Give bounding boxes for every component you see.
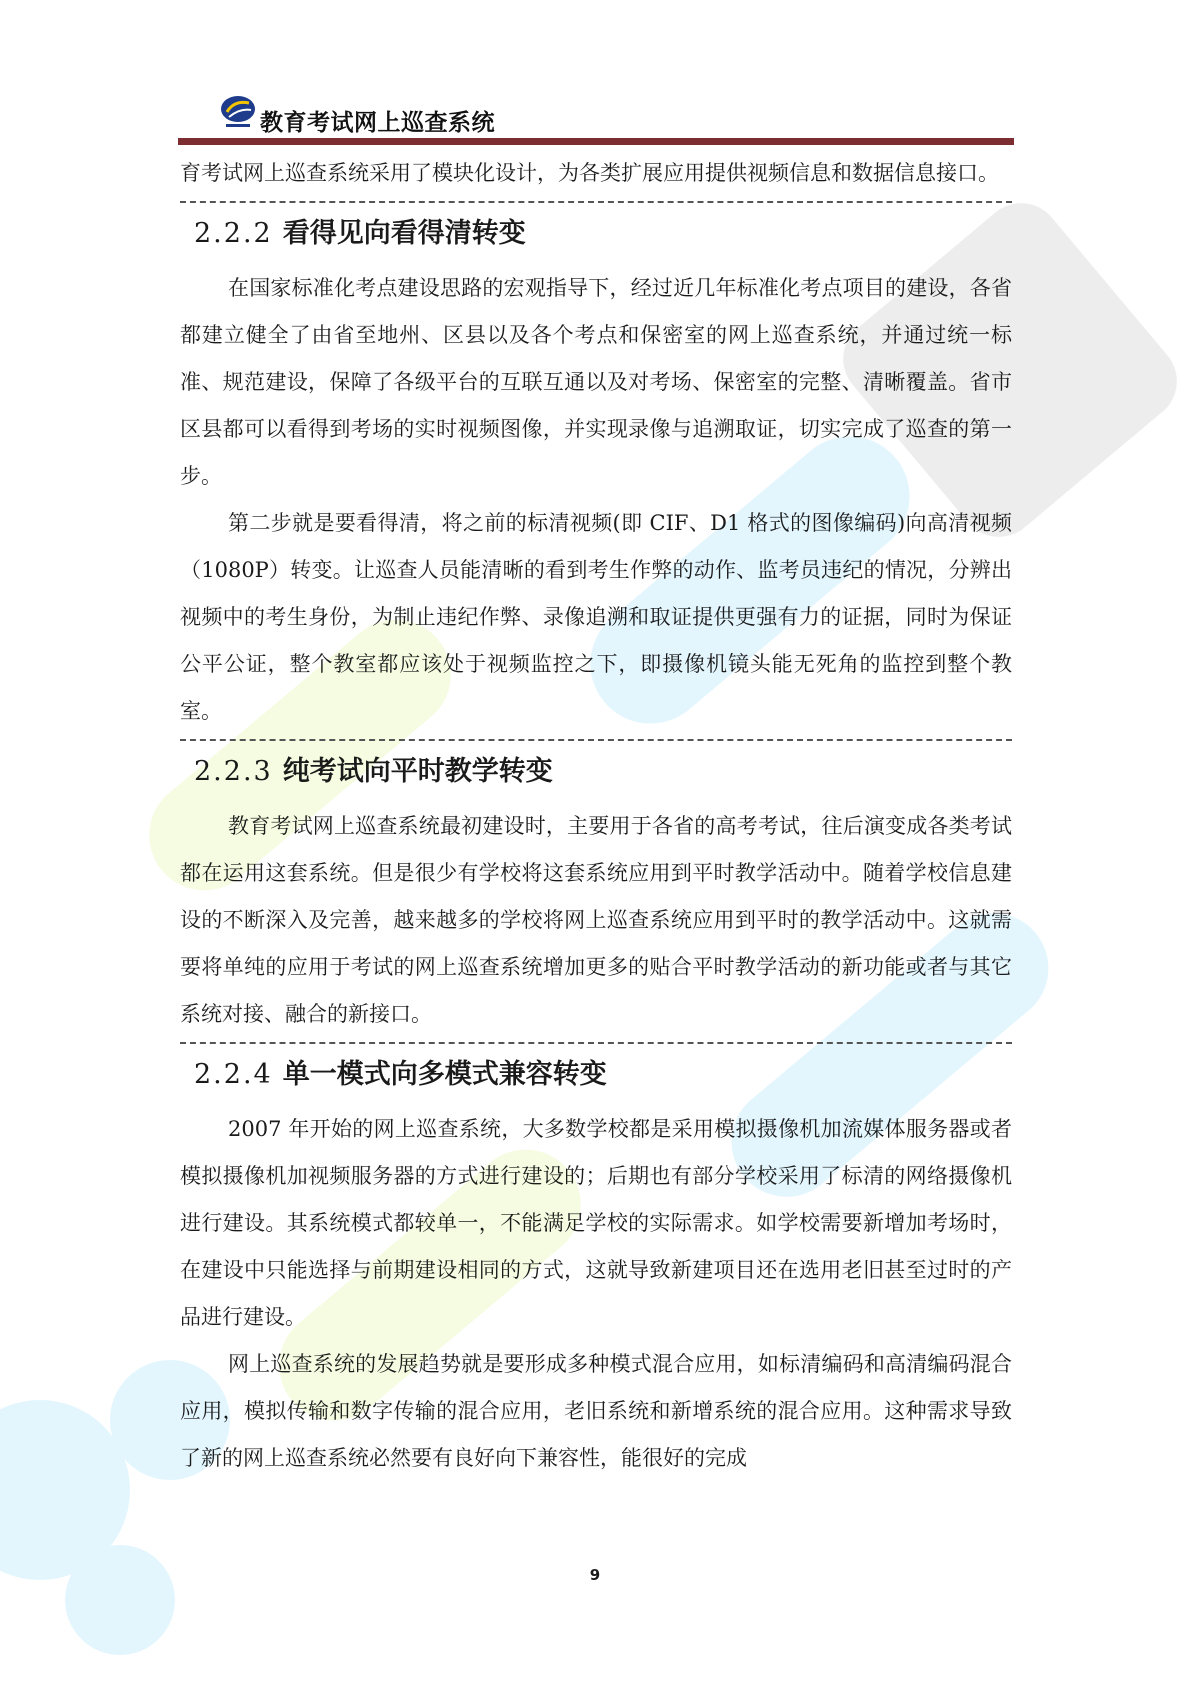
section-title: 看得见向看得清转变 bbox=[282, 218, 526, 249]
section-heading bbox=[180, 741, 1012, 803]
section-title: 纯考试向平时教学转变 bbox=[282, 756, 553, 787]
paragraph: 在国家标准化考点建设思路的宏观指导下，经过近几年标准化考点项目的建设，各省都建立健全了由省至地州、区县以及各个考点和保密室的网上巡查系统，并通过统一标准、规范建设，保障了各级平台的互联互通以及对考场、保密室的完整、清晰覆盖。省市区县都可以看得到考场的实时视频图像，并实现录像与追溯取证，切实完成了巡查的第一步。 bbox=[180, 276, 1012, 488]
section-heading bbox=[180, 203, 1012, 265]
paragraph: 2007 年开始的网上巡查系统，大多数学校都是采用模拟摄像机加流媒体服务器或者模拟摄像机加视频服务器的方式进行建设的；后期也有部分学校采用了标清的网络摄像机进行建设。其系统模式都较单一，不能满足学校的实际需求。如学校需要新增加考场时，在建设中只能选择与前期建设相同的方式，这就导致新建项目还在选用老旧甚至过时的产品进行建设。 bbox=[180, 1117, 1012, 1329]
section-number: 2.2.4 bbox=[194, 1059, 273, 1090]
section-number: 2.2.2 bbox=[194, 218, 273, 249]
document-body bbox=[180, 150, 1012, 1482]
page-header bbox=[178, 86, 1014, 148]
paragraph: 网上巡查系统的发展趋势就是要形成多种模式混合应用，如标清编码和高清编码混合应用，模拟传输和数字传输的混合应用，老旧系统和新增系统的混合应用。这种需求导致了新的网上巡查系统必然要有良好向下兼容性，能很好的完成 bbox=[180, 1352, 1012, 1470]
section-title: 单一模式向多模式兼容转变 bbox=[282, 1059, 607, 1090]
section-number: 2.2.3 bbox=[194, 756, 273, 787]
header-title: 教育考试网上巡查系统 bbox=[260, 110, 495, 136]
paragraph: 教育考试网上巡查系统最初建设时，主要用于各省的高考考试，往后演变成各类考试都在运用这套系统。但是很少有学校将这套系统应用到平时教学活动中。随着学校信息建设的不断深入及完善，越来越多的学校将网上巡查系统应用到平时的教学活动中。这就需要将单纯的应用于考试的网上巡查系统增加更多的贴合平时教学活动的新功能或者与其它系统对接、融合的新接口。 bbox=[180, 814, 1012, 1026]
header-rule bbox=[178, 138, 1014, 145]
logo-icon bbox=[218, 92, 258, 130]
section-heading bbox=[180, 1044, 1012, 1106]
page-number: 9 bbox=[589, 1566, 601, 1584]
paragraph: 第二步就是要看得清，将之前的标清视频(即 CIF、D1 格式的图像编码)向高清视频（1080P）转变。让巡查人员能清晰的看到考生作弊的动作、监考员违纪的情况，分辨出视频中的考生身份，为制止违纪作弊、录像追溯和取证提供更强有力的证据，同时为保证公平公证，整个教室都应该处于视频监控之下，即摄像机镜头能无死角的监控到整个教室。 bbox=[180, 511, 1012, 723]
paragraph: 育考试网上巡查系统采用了模块化设计，为各类扩展应用提供视频信息和数据信息接口。 bbox=[180, 161, 999, 185]
